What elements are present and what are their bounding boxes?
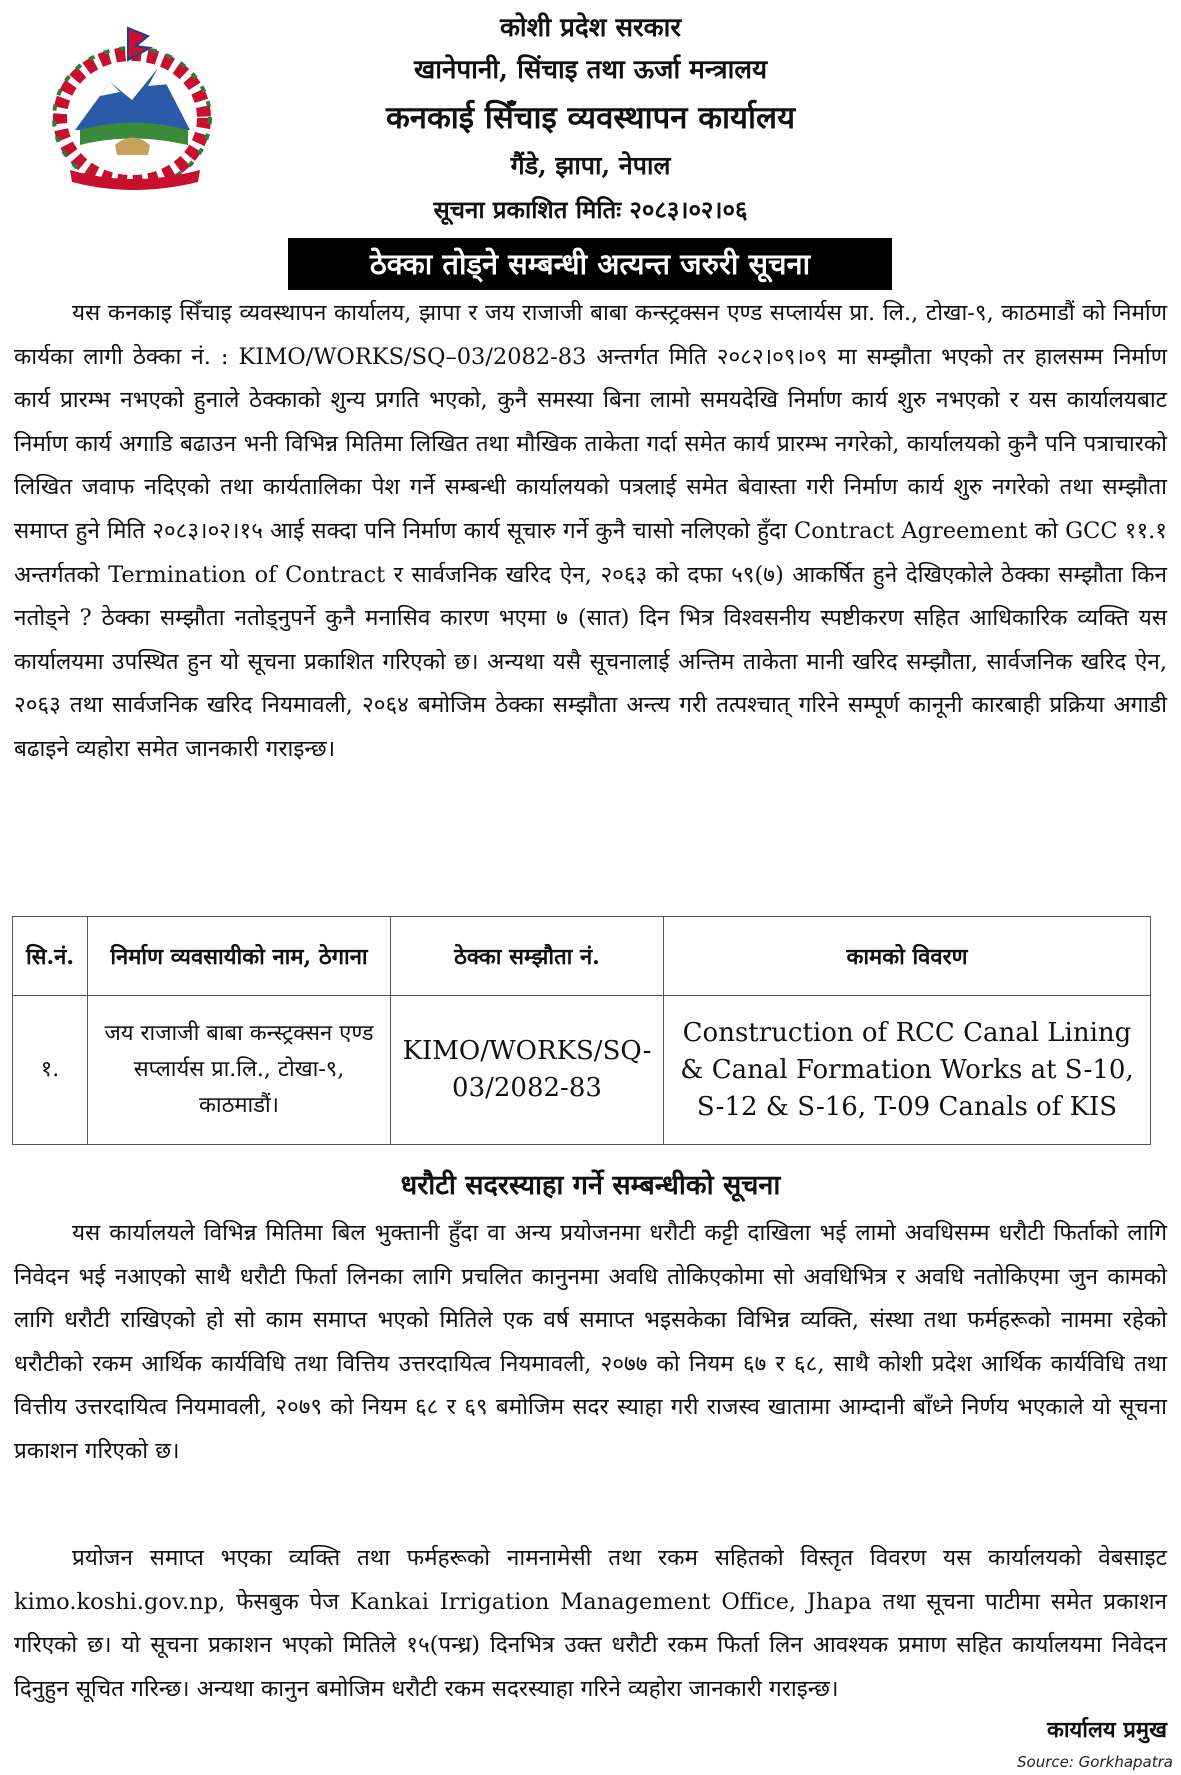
col-contractor: निर्माण व्यवसायीको नाम, ठेगाना (88, 917, 391, 996)
cell-contractor: जय राजाजी बाबा कन्स्ट्रक्सन एण्ड सप्लार्यस प्रा.लि., टोखा-९, काठमाडौं। (88, 996, 391, 1145)
signature: कार्यालय प्रमुख (1046, 1717, 1167, 1743)
cell-sn: १. (13, 996, 88, 1145)
cell-contract-no: KIMO/WORKS/SQ-03/2082-83 (391, 996, 664, 1145)
ministry-name: खानेपानी, सिंचाइ तथा ऊर्जा मन्त्रालय (413, 55, 768, 85)
source-credit: Source: Gorkhapatra (1017, 1753, 1173, 1771)
letterhead (0, 8, 1181, 232)
office-address: गैंडे, झापा, नेपाल (510, 151, 671, 180)
col-contract-no: ठेक्का सम्झौता नं. (391, 917, 664, 996)
table-header-row (13, 917, 1151, 996)
government-name: कोशी प्रदेश सरकार (499, 13, 682, 43)
notice-title-banner: ठेक्का तोड्ने सम्बन्धी अत्यन्त जरुरी सूचना (288, 238, 892, 290)
deposit-notice-para2: प्रयोजन समाप्त भएका व्यक्ति तथा फर्महरूको नामनामेसी तथा रकम सहितको विस्तृत विवरण यस कार्यालयको वेबसाइट kimo.koshi.gov.np, फेसबुक पेज Kankai Irrigation Management Office, Jhapa तथा सूचना पाटीमा समेत प्रकाशन गरिएको छ। यो सूचना प्रकाशन भएको मितिले १५(पन्ध्र) दिनभित्र उक्त धरौटी रकम फिर्ता लिन आवश्यक प्रमाण सहित कार्यालयमा निवेदन दिनुहुन सूचित गरिन्छ। अन्यथा कानुन बमोजिम धरौटी रकम सदरस्याहा गरिने व्यहोरा जानकारी गराइन्छ। (14, 1545, 1167, 1702)
publication-date: सूचना प्रकाशित मितिः २०८३।०२।०६ (433, 195, 748, 224)
col-description: कामको विवरण (664, 917, 1151, 996)
deposit-notice-title: धरौटी सदरस्याहा गर्ने सम्बन्धीको सूचना (400, 1170, 781, 1201)
contract-table (12, 916, 1151, 1145)
notice-body: यस कनकाइ सिँचाइ व्यवस्थापन कार्यालय, झापा र जय राजाजी बाबा कन्स्ट्रक्सन एण्ड सप्लार्यस प्रा. लि., टोखा-९, काठमाडौं को निर्माण कार्यका लागी ठेक्का नं. : KIMO/WORKS/SQ–03/2082-83 अन्तर्गत मिति २०८२।०९।०९ मा सम्झौता भएको तर हालसम्म निर्माण कार्य प्रारम्भ नभएको हुनाले ठेक्काको शुन्य प्रगति भएको, कुनै समस्या बिना लामो समयदेखि निर्माण कार्य शुरु नभएको र यस कार्यालयबाट निर्माण कार्य अगाडि बढाउन भनी विभिन्न मितिमा लिखित तथा मौखिक ताकेता गर्दा समेत कार्य प्रारम्भ नगरेको, कार्यालयको कुनै पनि पत्राचारको लिखित जवाफ नदिएको तथा कार्यतालिका पेश गर्ने सम्बन्धी कार्यालयको पत्रलाई समेत बेवास्ता गरी निर्माण कार्य शुरु नगरेको तथा सम्झौता समाप्त हुने मिति २०८३।०२।१५ आई सक्दा पनि निर्माण कार्य सूचारु गर्ने कुनै चासो नलिएको हुँदा Contract Agreement को GCC ११.१ अन्तर्गतको Termination of Contract र सार्वजनिक खरिद ऐन, २०६३ को दफा ५९(७) आकर्षित हुने देखिएकोले ठेक्का सम्झौता किन नतोड्ने ? ठेक्का सम्झौता नतोड्नुपर्ने कुनै मनासिव कारण भएमा ७ (सात) दिन भित्र विश्वसनीय स्पष्टीकरण सहित आधिकारिक व्यक्ति यस कार्यालयमा उपस्थित हुन यो सूचना प्रकाशित गरिएको छ। अन्यथा यसै सूचनालाई अन्तिम ताकेता मानी खरिद सम्झौता, सार्वजनिक खरिद ऐन, २०६३ तथा सार्वजनिक खरिद नियमावली, २०६४ बमोजिम ठेक्का सम्झौता अन्त्य गरी तत्पश्चात् गरिने सम्पूर्ण कानूनी कारबाही प्रक्रिया अगाडी बढाइने व्यहोरा समेत जानकारी गराइन्छ। (14, 300, 1167, 762)
office-name: कनकाई सिँचाइ व्यवस्थापन कार्यालय (385, 100, 796, 136)
col-sn: सि.नं. (13, 917, 88, 996)
table-row (13, 996, 1151, 1145)
deposit-notice-para1: यस कार्यालयले विभिन्न मितिमा बिल भुक्तानी हुँदा वा अन्य प्रयोजनमा धरौटी कट्टी दाखिला भई लामो अवधिसम्म धरौटी फिर्ताको लागि निवेदन भई नआएको साथै धरौटी फिर्ता लिनका लागि प्रचलित कानुनमा अवधि तोकिएकोमा सो अवधिभित्र र अवधि नतोकिएमा जुन कामको लागि धरौटी राखिएको हो सो काम समाप्त भएको मितिले एक वर्ष समाप्त भइसकेका विभिन्न व्यक्ति, संस्था तथा फर्महरूको नाममा रहेको धरौटीको रकम आर्थिक कार्यविधि तथा वित्तिय उत्तरदायित्व नियमावली, २०७७ को नियम ६७ र ६८, साथै कोशी प्रदेश आर्थिक कार्यविधि तथा वित्तीय उत्तरदायित्व नियमावली, २०७९ को नियम ६८ र ६९ बमोजिम सदर स्याहा गरी राजस्व खातामा आम्दानी बाँध्ने निर्णय भएकाले यो सूचना प्रकाशन गरिएको छ। (14, 1220, 1167, 1464)
cell-description: Construction of RCC Canal Lining & Canal Formation Works at S-10, S-12 & S-16, T-09 Canals of KIS (664, 996, 1151, 1145)
